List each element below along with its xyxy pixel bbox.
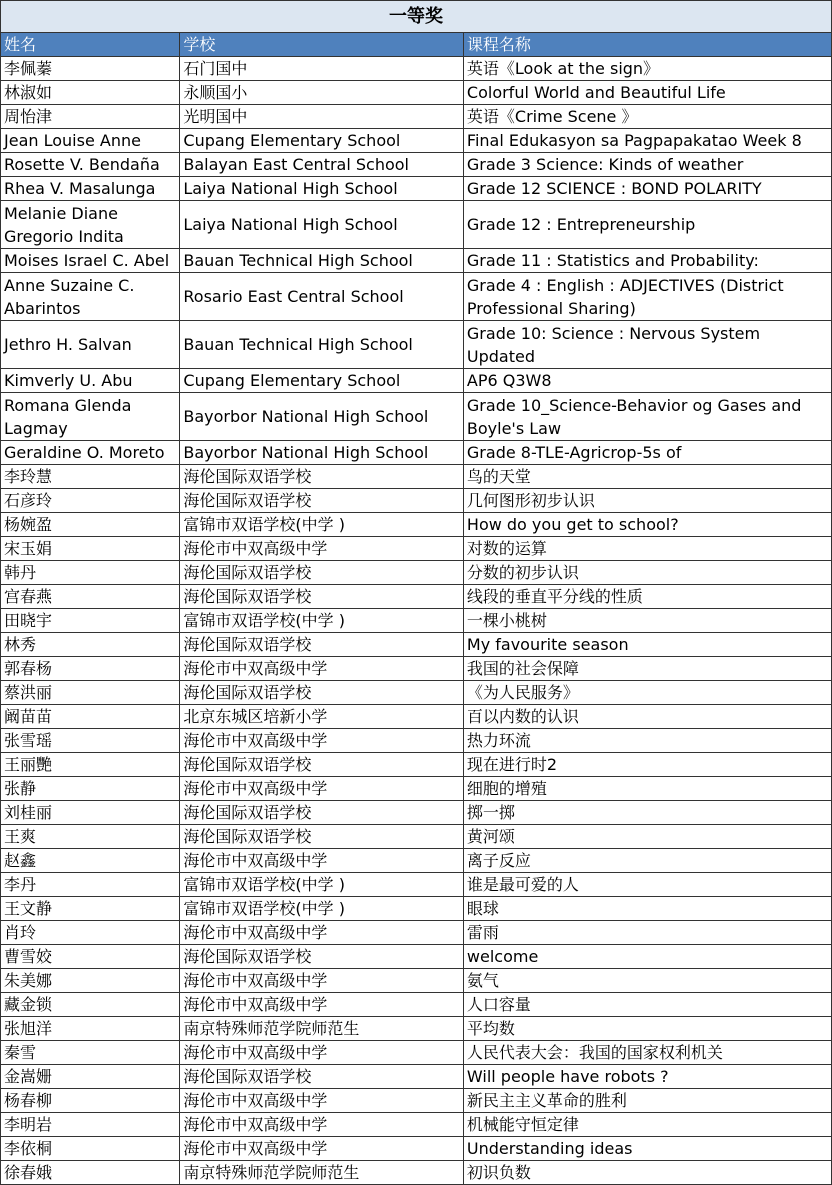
cell-school: 富锦市双语学校(中学 ) — [180, 513, 464, 537]
cell-school: 海伦国际双语学校 — [180, 633, 464, 657]
cell-course: Grade 12 : Entrepreneurship — [463, 201, 831, 249]
cell-school: Laiya National High School — [180, 201, 464, 249]
cell-course: 现在进行时2 — [463, 753, 831, 777]
table-row — [1, 441, 832, 465]
cell-name: 王丽艷 — [1, 753, 180, 777]
table-row — [1, 1017, 832, 1041]
cell-name: 周怡津 — [1, 105, 180, 129]
cell-school: 富锦市双语学校(中学 ) — [180, 897, 464, 921]
cell-course: 新民主主义革命的胜利 — [463, 1089, 831, 1113]
cell-school: 海伦市中双高级中学 — [180, 1113, 464, 1137]
cell-course: How do you get to school? — [463, 513, 831, 537]
cell-name: 藏金锁 — [1, 993, 180, 1017]
cell-school: 海伦市中双高级中学 — [180, 1089, 464, 1113]
cell-course: Will people have robots ? — [463, 1065, 831, 1089]
table-row — [1, 153, 832, 177]
cell-name: 张旭洋 — [1, 1017, 180, 1041]
cell-name: 徐春娥 — [1, 1161, 180, 1185]
cell-course: Understanding ideas — [463, 1137, 831, 1161]
table-row — [1, 633, 832, 657]
table-row — [1, 1041, 832, 1065]
cell-school: 海伦市中双高级中学 — [180, 537, 464, 561]
table-row — [1, 825, 832, 849]
cell-course: 百以内数的认识 — [463, 705, 831, 729]
table-row — [1, 873, 832, 897]
cell-course: 英语《Look at the sign》 — [463, 57, 831, 81]
cell-school: 海伦市中双高级中学 — [180, 921, 464, 945]
table-row — [1, 753, 832, 777]
cell-course: 几何图形初步认识 — [463, 489, 831, 513]
cell-school: 海伦市中双高级中学 — [180, 1137, 464, 1161]
cell-name: 蔡洪丽 — [1, 681, 180, 705]
cell-name: 李佩蓁 — [1, 57, 180, 81]
cell-course: 对数的运算 — [463, 537, 831, 561]
cell-school: 海伦市中双高级中学 — [180, 729, 464, 753]
cell-course: 鸟的天堂 — [463, 465, 831, 489]
cell-name: 王爽 — [1, 825, 180, 849]
cell-school: Cupang Elementary School — [180, 129, 464, 153]
cell-course: welcome — [463, 945, 831, 969]
cell-name: 李依桐 — [1, 1137, 180, 1161]
cell-school: 南京特殊师范学院师范生 — [180, 1161, 464, 1185]
cell-course: Grade 8-TLE-Agricrop-5s of — [463, 441, 831, 465]
table-row — [1, 273, 832, 321]
cell-course: Grade 10_Science-Behavior og Gases and Boyle's Law — [463, 393, 831, 441]
cell-school: 海伦市中双高级中学 — [180, 849, 464, 873]
cell-course: 离子反应 — [463, 849, 831, 873]
cell-school: 海伦国际双语学校 — [180, 585, 464, 609]
cell-name: 刘桂丽 — [1, 801, 180, 825]
cell-name: 宋玉娟 — [1, 537, 180, 561]
cell-school: Bauan Technical High School — [180, 249, 464, 273]
cell-course: My favourite season — [463, 633, 831, 657]
table-row — [1, 129, 832, 153]
cell-school: 海伦市中双高级中学 — [180, 993, 464, 1017]
cell-name: 杨婉盈 — [1, 513, 180, 537]
cell-course: 我国的社会保障 — [463, 657, 831, 681]
cell-school: 富锦市双语学校(中学 ) — [180, 609, 464, 633]
cell-name: 韩丹 — [1, 561, 180, 585]
cell-course: 眼球 — [463, 897, 831, 921]
cell-course: 雷雨 — [463, 921, 831, 945]
cell-school: Bauan Technical High School — [180, 321, 464, 369]
table-row — [1, 1065, 832, 1089]
cell-name: 肖玲 — [1, 921, 180, 945]
cell-school: 海伦国际双语学校 — [180, 753, 464, 777]
cell-course: Final Edukasyon sa Pagpapakatao Week 8 — [463, 129, 831, 153]
cell-school: 海伦市中双高级中学 — [180, 969, 464, 993]
cell-course: AP6 Q3W8 — [463, 369, 831, 393]
cell-course: 人口容量 — [463, 993, 831, 1017]
cell-school: 海伦国际双语学校 — [180, 1065, 464, 1089]
cell-school: 海伦国际双语学校 — [180, 945, 464, 969]
table-row — [1, 1137, 832, 1161]
table-row — [1, 57, 832, 81]
table-row — [1, 393, 832, 441]
cell-course: 分数的初步认识 — [463, 561, 831, 585]
table-row — [1, 249, 832, 273]
column-header-school: 学校 — [180, 33, 464, 57]
table-row — [1, 201, 832, 249]
cell-course: 英语《Crime Scene 》 — [463, 105, 831, 129]
cell-name: Geraldine O. Moreto — [1, 441, 180, 465]
cell-name: 李明岩 — [1, 1113, 180, 1137]
cell-name: Moises Israel C. Abel — [1, 249, 180, 273]
cell-name: 阚苗苗 — [1, 705, 180, 729]
cell-name: Rosette V. Bendaña — [1, 153, 180, 177]
cell-course: 平均数 — [463, 1017, 831, 1041]
cell-name: 林淑如 — [1, 81, 180, 105]
table-row — [1, 681, 832, 705]
cell-school: 海伦国际双语学校 — [180, 825, 464, 849]
table-row — [1, 729, 832, 753]
cell-name: 李丹 — [1, 873, 180, 897]
cell-school: 海伦市中双高级中学 — [180, 657, 464, 681]
cell-course: 热力环流 — [463, 729, 831, 753]
table-row — [1, 321, 832, 369]
table-row — [1, 561, 832, 585]
cell-course: Grade 11 : Statistics and Probability: — [463, 249, 831, 273]
table-row — [1, 465, 832, 489]
cell-school: 光明国中 — [180, 105, 464, 129]
cell-name: 秦雪 — [1, 1041, 180, 1065]
cell-name: Melanie Diane Gregorio Indita — [1, 201, 180, 249]
cell-course: 氨气 — [463, 969, 831, 993]
table-row — [1, 1161, 832, 1185]
cell-course: Colorful World and Beautiful Life — [463, 81, 831, 105]
cell-school: 石门国中 — [180, 57, 464, 81]
cell-school: Cupang Elementary School — [180, 369, 464, 393]
cell-course: 机械能守恒定律 — [463, 1113, 831, 1137]
cell-name: 杨春柳 — [1, 1089, 180, 1113]
cell-name: Jean Louise Anne — [1, 129, 180, 153]
cell-course: 谁是最可爱的人 — [463, 873, 831, 897]
cell-name: 李玲慧 — [1, 465, 180, 489]
cell-name: 林秀 — [1, 633, 180, 657]
cell-name: Rhea V. Masalunga — [1, 177, 180, 201]
cell-school: Balayan East Central School — [180, 153, 464, 177]
cell-school: 海伦市中双高级中学 — [180, 1041, 464, 1065]
cell-school: 海伦国际双语学校 — [180, 801, 464, 825]
cell-course: 黄河颂 — [463, 825, 831, 849]
cell-school: 海伦国际双语学校 — [180, 465, 464, 489]
cell-course: 人民代表大会：我国的国家权利机关 — [463, 1041, 831, 1065]
cell-name: Anne Suzaine C. Abarintos — [1, 273, 180, 321]
table-row — [1, 1089, 832, 1113]
cell-name: 宫春燕 — [1, 585, 180, 609]
cell-course: Grade 3 Science: Kinds of weather — [463, 153, 831, 177]
table-row — [1, 801, 832, 825]
table-row — [1, 537, 832, 561]
cell-name: Jethro H. Salvan — [1, 321, 180, 369]
table-row — [1, 849, 832, 873]
column-header-course: 课程名称 — [463, 33, 831, 57]
cell-name: Kimverly U. Abu — [1, 369, 180, 393]
cell-school: Laiya National High School — [180, 177, 464, 201]
cell-school: 富锦市双语学校(中学 ) — [180, 873, 464, 897]
cell-school: 南京特殊师范学院师范生 — [180, 1017, 464, 1041]
table-row — [1, 969, 832, 993]
cell-course: 一棵小桃树 — [463, 609, 831, 633]
table-row — [1, 897, 832, 921]
table-title: 一等奖 — [1, 1, 832, 33]
table-row — [1, 777, 832, 801]
table-row — [1, 513, 832, 537]
table-row — [1, 705, 832, 729]
column-header-name: 姓名 — [1, 33, 180, 57]
cell-school: 海伦市中双高级中学 — [180, 777, 464, 801]
cell-name: 曹雪姣 — [1, 945, 180, 969]
cell-school: 海伦国际双语学校 — [180, 489, 464, 513]
table-row — [1, 657, 832, 681]
cell-name: 张雪瑶 — [1, 729, 180, 753]
cell-name: 石彦玲 — [1, 489, 180, 513]
table-row — [1, 921, 832, 945]
cell-name: 张静 — [1, 777, 180, 801]
table-row — [1, 81, 832, 105]
cell-course: 线段的垂直平分线的性质 — [463, 585, 831, 609]
table-row — [1, 585, 832, 609]
table-body — [1, 57, 832, 1185]
cell-name: 金嵩姗 — [1, 1065, 180, 1089]
table-row — [1, 1113, 832, 1137]
table-row — [1, 177, 832, 201]
table-row — [1, 609, 832, 633]
cell-school: 永顺国小 — [180, 81, 464, 105]
cell-course: Grade 10: Science : Nervous System Updated — [463, 321, 831, 369]
cell-course: 细胞的增殖 — [463, 777, 831, 801]
cell-school: 海伦国际双语学校 — [180, 561, 464, 585]
table-row — [1, 369, 832, 393]
cell-school: 海伦国际双语学校 — [180, 681, 464, 705]
cell-name: 田晓宇 — [1, 609, 180, 633]
cell-name: 赵鑫 — [1, 849, 180, 873]
cell-course: 初识负数 — [463, 1161, 831, 1185]
cell-school: Bayorbor National High School — [180, 393, 464, 441]
cell-name: 朱美娜 — [1, 969, 180, 993]
cell-name: 郭春杨 — [1, 657, 180, 681]
cell-name: 王文静 — [1, 897, 180, 921]
cell-course: Grade 12 SCIENCE : BOND POLARITY — [463, 177, 831, 201]
cell-course: 掷一掷 — [463, 801, 831, 825]
table-row — [1, 993, 832, 1017]
cell-school: 北京东城区培新小学 — [180, 705, 464, 729]
cell-course: 《为人民服务》 — [463, 681, 831, 705]
table-row — [1, 945, 832, 969]
table-row — [1, 105, 832, 129]
cell-school: Bayorbor National High School — [180, 441, 464, 465]
table-row — [1, 489, 832, 513]
cell-school: Rosario East Central School — [180, 273, 464, 321]
cell-course: Grade 4 : English : ADJECTIVES (District Professional Sharing) — [463, 273, 831, 321]
cell-name: Romana Glenda Lagmay — [1, 393, 180, 441]
